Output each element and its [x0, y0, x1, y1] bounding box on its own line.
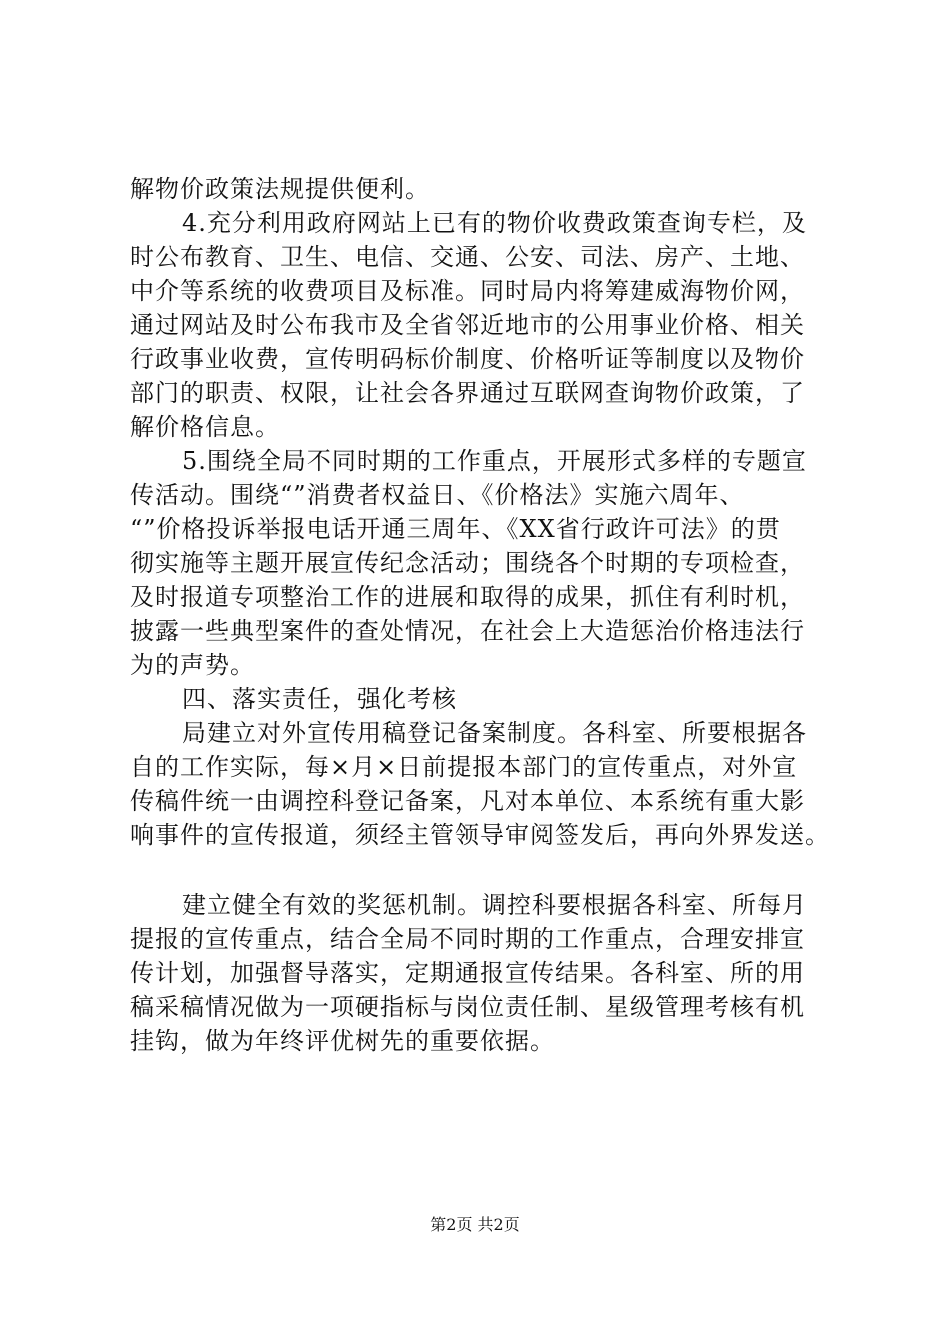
- text-line: 解物价政策法规提供便利。: [130, 175, 430, 203]
- text-line: 解价格信息。: [130, 413, 280, 441]
- text-line: 传活动。围绕“”消费者权益日、《价格法》实施六周年、: [130, 481, 745, 509]
- paragraph-4-start: 4.充分利用政府网站上已有的物价收费政策查询专栏，及: [182, 209, 807, 237]
- text-line: 传稿件统一由调控科登记备案，凡对本单位、本系统有重大影: [130, 787, 805, 815]
- paragraph-incentive-start: 建立健全有效的奖惩机制。调控科要根据各科室、所每月: [182, 891, 807, 919]
- text-line: 传计划，加强督导落实，定期通报宣传结果。各科室、所的用: [130, 959, 805, 987]
- text-line: 通过网站及时公布我市及全省邻近地市的公用事业价格、相关: [130, 311, 805, 339]
- text-line: 自的工作实际，每×月×日前提报本部门的宣传重点，对外宣: [130, 753, 798, 781]
- paragraph-5-start: 5.围绕全局不同时期的工作重点，开展形式多样的专题宣: [182, 447, 807, 475]
- section-heading: 四、落实责任，强化考核: [182, 685, 457, 713]
- paragraph-registration-start: 局建立对外宣传用稿登记备案制度。各科室、所要根据各: [182, 719, 807, 747]
- document-body: [130, 172, 850, 1058]
- text-line: 及时报道专项整治工作的进展和取得的成果，抓住有利时机，: [130, 583, 805, 611]
- text-line: 响事件的宣传报道，须经主管领导审阅签发后，再向外界发送。: [130, 821, 830, 849]
- text-line: 为的声势。: [130, 651, 255, 679]
- text-line: 部门的职责、权限，让社会各界通过互联网查询物价政策，了: [130, 379, 805, 407]
- text-line: 稿采稿情况做为一项硬指标与岗位责任制、星级管理考核有机: [130, 993, 805, 1021]
- text-line: 挂钩，做为年终评优树先的重要依据。: [130, 1027, 555, 1055]
- paragraph-gap: [130, 852, 850, 888]
- text-line: 行政事业收费，宣传明码标价制度、价格听证等制度以及物价: [130, 345, 805, 373]
- text-line: 中介等系统的收费项目及标准。同时局内将筹建威海物价网，: [130, 277, 805, 305]
- text-line: 披露一些典型案件的查处情况，在社会上大造惩治价格违法行: [130, 617, 805, 645]
- text-line: 彻实施等主题开展宣传纪念活动；围绕各个时期的专项检查，: [130, 549, 805, 577]
- text-line: “”价格投诉举报电话开通三周年、《XX省行政许可法》的贯: [130, 515, 781, 543]
- text-line: 时公布教育、卫生、电信、交通、公安、司法、房产、土地、: [130, 243, 805, 271]
- page-footer: 第2页 共2页: [430, 1215, 520, 1234]
- text-line: 提报的宣传重点，结合全局不同时期的工作重点，合理安排宣: [130, 925, 805, 953]
